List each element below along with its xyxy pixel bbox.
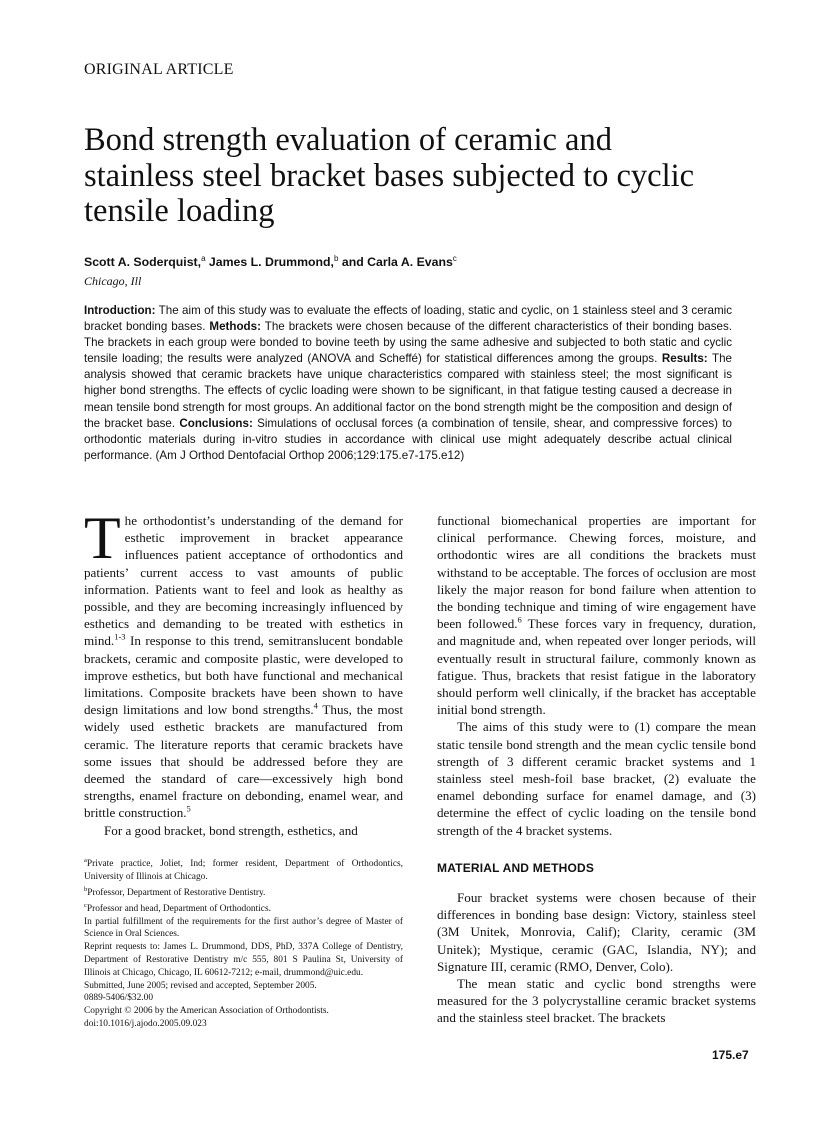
author-list	[84, 254, 457, 269]
author-name: Scott A. Soderquist,	[84, 255, 202, 270]
citation: 6	[517, 614, 522, 625]
text: Thus, the most widely used esthetic brackets are manufactured from ceramic. The literature reports that ceramic brackets have some issues that should be addressed before they are deemed the standard of care—excessively high bond strengths, enamel fracture on debonding, enamel wear, and brittle construction.	[84, 702, 403, 821]
body-paragraph: Four bracket systems were chosen because of their differences in bonding base design: Victory, stainless steel (3M Unitek, Monrovia, Calif); Clarity, ceramic (3M Unitek); Mystique, ceramic (GAC, Islandia, NY); and Signature III, ceramic (RMO, Denver, Colo).	[437, 890, 756, 974]
affiliation-mark: b	[333, 254, 339, 263]
abstract-conclusions: Simulations of occlusal forces (a combination of tensile, shear, and compressive forces) to orthodontic materials during in-vitro studies in accordance with clinical use might adequately describe actual clinical performance. (Am J Orthod Dentofacial Orthop 2006;129:175.e7-175.e12)	[84, 416, 732, 462]
text: functional biomechanical properties are important for clinical performance. Chewing forces, moisture, and orthodontic wires are all conditions the brackets must withstand to be acceptable. The forces of occlusion are most likely the major reason for bond failure when attention to the bonding technique and timing of wire engagement have been followed.	[437, 513, 756, 632]
body-column-right	[437, 512, 756, 1027]
abstract-label-conclusions: Conclusions:	[179, 416, 253, 430]
citation: 5	[186, 804, 191, 815]
footnotes	[84, 855, 403, 1031]
drop-cap: T	[84, 505, 121, 571]
abstract-methods: The brackets were chosen because of the different characteristics of their bonding bases. The brackets in each group were bonded to bovine teeth by using the same adhesive and subjected to both static and cyclic tensile loading; the results were analyzed (ANOVA and Scheffé) for statistical differences among the groups.	[84, 320, 732, 366]
article-title: Bond strength evaluation of ceramic and stainless steel bracket bases subjected to cyclic tensile loading	[84, 122, 695, 229]
body-paragraph	[84, 505, 403, 822]
footnote: doi:10.1016/j.ajodo.2005.09.023	[84, 1018, 207, 1029]
section-label: ORIGINAL ARTICLE	[84, 61, 234, 78]
footnote: Reprint requests to: James L. Drummond, DDS, PhD, 337A College of Dentistry, Department of Restorative Dentistry m/c 555, 801 S Paulina St, University of Illinois at Chicago, Chicago, IL 60612-7212; e-mail, drummond@uic.edu.	[84, 942, 403, 978]
footnote: In partial fulfillment of the requirements for the first author’s degree of Master of Science in Oral Sciences.	[84, 916, 403, 940]
body-paragraph	[437, 512, 756, 718]
footnote: 0889-5406/$32.00	[84, 993, 154, 1004]
author-name: James L. Drummond,	[205, 255, 334, 270]
abstract-label-introduction: Introduction:	[84, 304, 156, 317]
text: These forces vary in frequency, duration, and magnitude and, when repeated over longer periods, will eventually result in structural failure, commonly known as fatigue. Thus, brackets that resist fatigue in the laboratory should perform well clinically, if the bracket has acceptable initial bond strength.	[437, 616, 756, 718]
author-location: Chicago, Ill	[84, 274, 142, 288]
text: In response to this trend, semitranslucent bondable brackets, ceramic and composite plastic, were developed to improve esthetics, but both have functional and mechanical limitations. Composite brackets have been shown to have design limitations and low bond strengths.	[84, 633, 403, 718]
affiliation-mark: a	[201, 254, 206, 263]
section-heading: MATERIAL AND METHODS	[437, 860, 595, 875]
footnote-text: Private practice, Joliet, Ind; former resident, Department of Orthodontics, University of Illinois at Chicago.	[84, 859, 403, 882]
affiliation-mark: c	[452, 254, 457, 263]
citation: 4	[313, 700, 318, 711]
page-number: 175.e7	[712, 1048, 749, 1062]
footnote-mark: a	[84, 857, 87, 864]
abstract-label-methods: Methods:	[209, 320, 261, 334]
abstract-results: The analysis showed that ceramic brackets have unique characteristics compared with stainless steel; the most significant is higher bond strengths. The effects of cyclic loading were shown to be significant, in that fatigue testing caused a decrease in mean tensile bond strength for most groups. An additional factor on the bond strength might be the composition and design of the bracket base.	[84, 352, 732, 430]
footnote: Submitted, June 2005; revised and accepted, September 2005.	[84, 980, 317, 991]
footnote-text: Professor and head, Department of Orthodontics.	[86, 903, 271, 914]
footnote-mark: b	[84, 885, 88, 893]
body-paragraph: The aims of this study were to (1) compare the mean static tensile bond strength and the mean cyclic tensile bond strength of 3 different ceramic bracket systems and 1 stainless steel mesh-foil base bracket, (2) evaluate the enamel debonding surface for enamel damage, and (3) determine the effect of cyclic loading on the tensile bond strength of the 4 bracket systems.	[437, 719, 756, 838]
body-paragraph: For a good bracket, bond strength, esthetics, and	[104, 822, 358, 838]
body-paragraph: The mean static and cyclic bond strengths were measured for the 3 polycrystalline ceramic bracket systems and the stainless steel bracket. The brackets	[437, 976, 756, 1026]
abstract-introduction: The aim of this study was to evaluate the effects of loading, static and cyclic, on 1 stainless steel and 3 ceramic bracket bonding bases.	[84, 304, 732, 334]
footnote: Copyright © 2006 by the American Association of Orthodontists.	[84, 1006, 329, 1017]
footnote	[84, 855, 403, 884]
author-name: and Carla A. Evans	[338, 255, 453, 270]
footnote	[84, 900, 403, 916]
body-column-left	[84, 505, 403, 839]
abstract	[84, 303, 732, 464]
footnote-mark: c	[84, 901, 87, 909]
abstract-label-results: Results:	[661, 352, 708, 366]
footnote-text: Professor, Department of Restorative Dentistry.	[87, 887, 266, 898]
footnote	[84, 884, 403, 900]
citation: 1-3	[114, 632, 126, 643]
text: he orthodontist’s understanding of the demand for esthetic improvement in bracket appearance influences patient acceptance of orthodontics and patients’ current access to vast amounts of public information. Patients want to feel and look as healthy as possible, and they are becoming increasingly influenced by esthetics and demanding to be treated with esthetics in mind.	[84, 513, 403, 649]
